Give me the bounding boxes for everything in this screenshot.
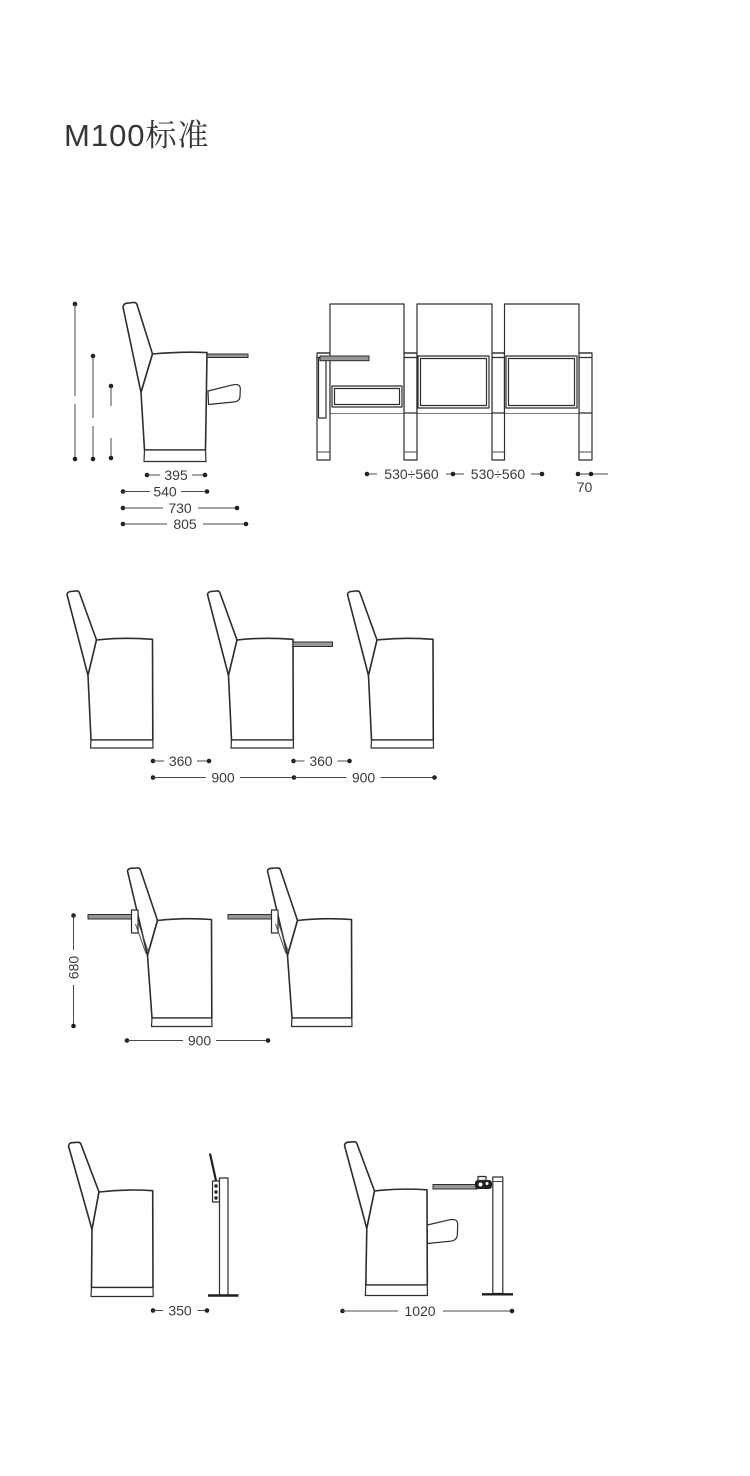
tablet-height-diagram — [66, 868, 353, 1049]
dim-dot — [205, 1308, 210, 1313]
stand-gap-diagram — [69, 1142, 239, 1318]
stand-column — [220, 1178, 229, 1295]
seat-3-cushion — [506, 356, 577, 408]
end-leg — [579, 353, 592, 460]
stowed-tablet — [320, 356, 369, 361]
dim-dot — [347, 759, 352, 764]
dim-label-1020: 1020 — [404, 1303, 436, 1319]
dimension-leg-width — [576, 472, 608, 495]
dim-label-680: 680 — [65, 955, 82, 980]
dim-dot — [266, 1038, 271, 1043]
desk-tablet — [433, 1185, 477, 1190]
dim-label-730: 730 — [168, 500, 192, 516]
dim-dot — [589, 472, 594, 477]
tablet-chair-1 — [88, 868, 212, 1027]
dim-dot — [576, 472, 581, 477]
dimension-395 — [145, 467, 208, 483]
dim-dot — [71, 1024, 76, 1029]
seat-2-cushion — [418, 356, 489, 408]
hinge-pin — [214, 1196, 217, 1199]
chair-seat-body — [366, 1189, 428, 1285]
armrest — [208, 385, 240, 405]
dim-label-900: 900 — [211, 769, 235, 786]
height-dimension-lines — [73, 302, 114, 462]
dim-label-900: 900 — [187, 1032, 212, 1049]
dimension-seat-pitch — [365, 466, 545, 482]
chair-seat-body — [141, 352, 207, 450]
hinge-pin — [214, 1190, 217, 1193]
chair-drawing — [69, 1142, 154, 1296]
row-chair-2 — [208, 591, 294, 748]
mechanism-cap — [478, 1177, 486, 1181]
dim-dot — [244, 522, 249, 527]
tablet-support-bar — [319, 358, 327, 418]
dimension-900-b — [294, 770, 437, 786]
dim-dot — [451, 472, 456, 477]
dim-label-360: 360 — [168, 753, 193, 769]
dim-label-350: 350 — [168, 1302, 192, 1319]
dimension-350 — [151, 1303, 210, 1319]
dimension-900-back — [125, 1033, 271, 1049]
dimension-1020 — [340, 1303, 514, 1319]
dimension-730 — [121, 500, 240, 516]
writing-tablet — [207, 354, 248, 358]
dimension-900-a — [151, 770, 297, 786]
tablet-chair-2 — [228, 868, 352, 1027]
dim-dot — [207, 759, 212, 764]
row-spacing-diagram — [67, 591, 437, 786]
row-chair-3 — [348, 591, 434, 748]
armrest — [427, 1220, 457, 1244]
dim-dot — [235, 506, 240, 511]
chair-drawing — [345, 1142, 458, 1296]
chair-base-band — [365, 1285, 427, 1296]
stand-column — [493, 1177, 503, 1294]
dimension-360-b — [291, 753, 352, 769]
folding-stand — [208, 1154, 239, 1296]
dimension-680 — [66, 913, 82, 1028]
dim-label-395: 395 — [164, 467, 188, 483]
dimension-805 — [121, 516, 249, 532]
desk-depth-diagram — [340, 1142, 514, 1319]
dim-label-900: 900 — [351, 769, 376, 786]
dim-label-805: 805 — [173, 516, 197, 532]
chair-seat-body — [92, 1190, 154, 1288]
seat-band-inner — [335, 389, 400, 405]
mechanism-pin — [479, 1183, 483, 1187]
front-view-diagram — [317, 304, 608, 495]
mid-leg — [404, 353, 417, 460]
row-chair-1 — [67, 591, 153, 748]
dimension-360-a — [151, 753, 212, 769]
side-view-diagram — [73, 302, 249, 532]
dim-dot — [109, 456, 114, 461]
seat-inner — [509, 359, 575, 406]
mechanism-pin — [486, 1182, 489, 1185]
chair-base-band — [144, 450, 206, 462]
dim-dot — [91, 457, 96, 462]
dim-label-360: 360 — [309, 753, 333, 769]
folded-tablet-edge — [210, 1154, 217, 1184]
dim-label-pitch-1: 530÷560 — [384, 466, 439, 482]
mid-leg — [492, 353, 505, 460]
dim-dot — [203, 473, 208, 478]
dim-dot — [73, 457, 78, 462]
dimension-540 — [121, 484, 210, 500]
dim-label-540: 540 — [153, 483, 177, 500]
chair-drawing — [123, 302, 248, 461]
dim-dot — [510, 1309, 515, 1314]
dim-dot — [540, 472, 545, 477]
seat-inner — [421, 359, 487, 406]
tablet-mechanism — [475, 1180, 492, 1189]
extended-tablet — [293, 642, 333, 647]
chair-base-band — [91, 1288, 153, 1297]
dim-dot — [432, 775, 437, 780]
dim-dot — [205, 489, 210, 494]
hinge-pin — [214, 1184, 217, 1187]
dim-label-pitch-2: 530÷560 — [470, 466, 526, 482]
dim-label-70: 70 — [576, 479, 593, 495]
page-title: M100标准 — [64, 118, 210, 153]
